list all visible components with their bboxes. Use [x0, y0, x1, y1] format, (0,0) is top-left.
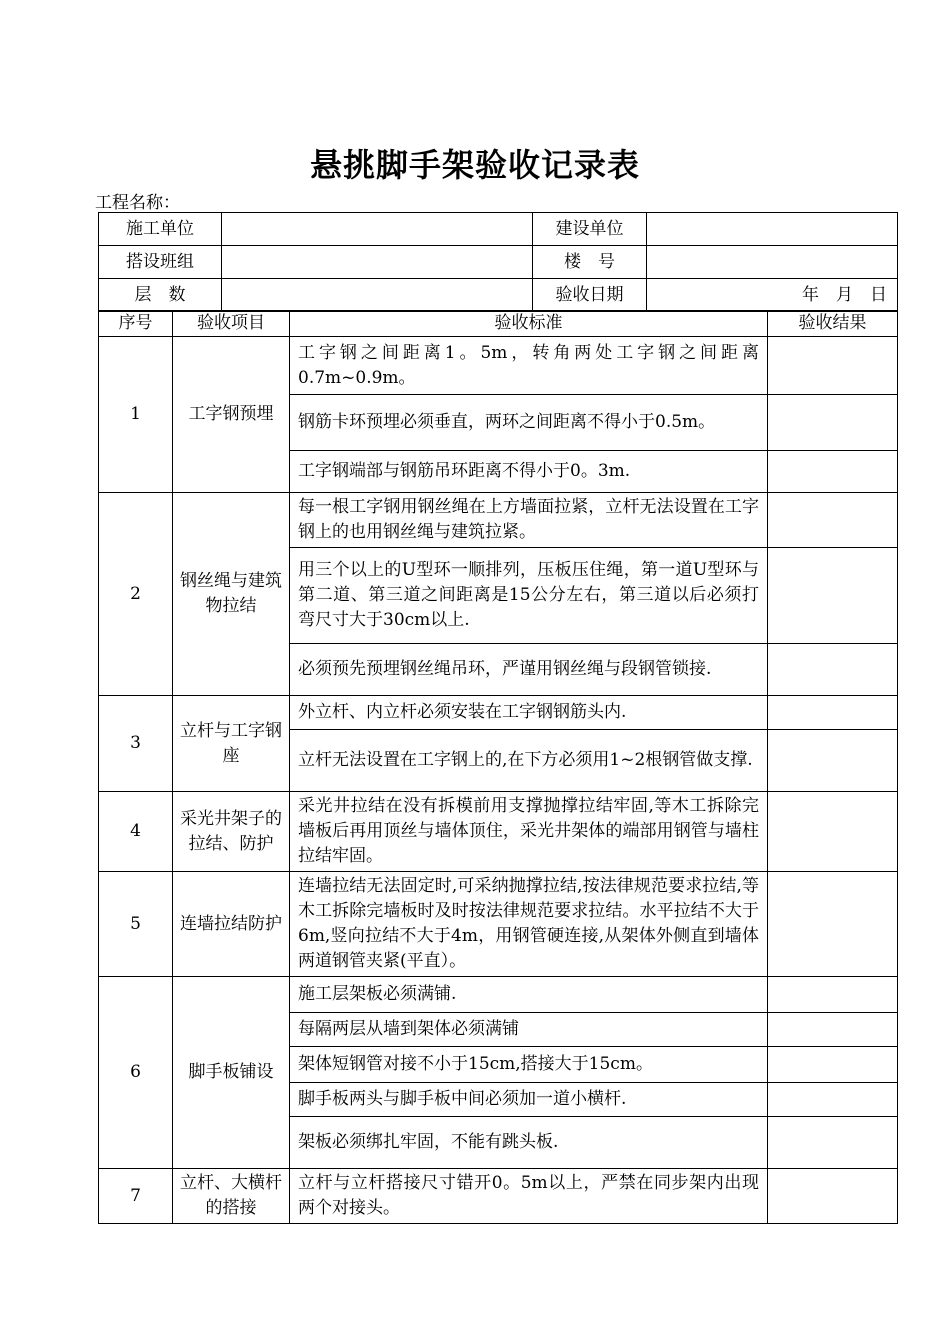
inspection-standard: 立杆无法设置在工字钢上的,在下方必须用1~2根钢管做支撑. — [290, 730, 768, 792]
inspection-result-field[interactable] — [768, 1169, 898, 1224]
date-label: 验收日期 — [533, 279, 647, 312]
info-row — [99, 279, 898, 312]
inspection-standard: 每一根工字钢用钢丝绳在上方墙面拉紧，立杆无法设置在工字钢上的也用钢丝绳与建筑拉紧。 — [290, 493, 768, 548]
date-field[interactable]: 年 月 日 — [647, 279, 898, 312]
inspection-result-field[interactable] — [768, 872, 898, 977]
column-header-no: 序号 — [99, 311, 173, 337]
column-header-standard: 验收标准 — [290, 311, 768, 337]
inspection-row — [99, 696, 898, 730]
column-header-row — [99, 311, 898, 337]
inspection-standard: 工字钢端部与钢筋吊环距离不得小于0。3m. — [290, 451, 768, 493]
floors-label: 层 数 — [99, 279, 222, 312]
inspection-result-field[interactable] — [768, 451, 898, 493]
team-label: 搭设班组 — [99, 246, 222, 279]
construction-unit-label: 施工单位 — [99, 213, 222, 246]
inspection-row — [99, 977, 898, 1013]
info-table — [98, 212, 898, 312]
inspection-item: 采光井架子的拉结、防护 — [173, 792, 290, 872]
document-title: 悬挑脚手架验收记录表 — [309, 146, 640, 184]
item-number: 4 — [99, 792, 173, 872]
info-row — [99, 213, 898, 246]
inspection-table — [98, 310, 898, 1224]
inspection-standard: 采光井拉结在没有拆模前用支撑抛撑拉结牢固,等木工拆除完墙板后再用顶丝与墙体顶住，采光井架体的端部用钢管与墙柱拉结牢固。 — [290, 792, 768, 872]
inspection-result-field[interactable] — [768, 337, 898, 395]
item-number: 6 — [99, 977, 173, 1169]
inspection-row — [99, 792, 898, 872]
building-label: 楼 号 — [533, 246, 647, 279]
item-number: 1 — [99, 337, 173, 493]
developer-label: 建设单位 — [533, 213, 647, 246]
inspection-standard: 用三个以上的U型环一顺排列，压板压住绳，第一道U型环与第二道、第三道之间距离是15公分左右，第三道以后必须打弯尺寸大于30cm以上. — [290, 548, 768, 644]
inspection-result-field[interactable] — [768, 493, 898, 548]
inspection-standard: 立杆与立杆搭接尺寸错开0。5m以上，严禁在同步架内出现两个对接头。 — [290, 1169, 768, 1224]
info-row — [99, 246, 898, 279]
inspection-row — [99, 1169, 898, 1224]
inspection-result-field[interactable] — [768, 730, 898, 792]
inspection-standard: 脚手板两头与脚手板中间必须加一道小横杆. — [290, 1083, 768, 1117]
inspection-standard: 每隔两层从墙到架体必须满铺 — [290, 1013, 768, 1047]
inspection-standard: 施工层架板必须满铺. — [290, 977, 768, 1013]
inspection-result-field[interactable] — [768, 1013, 898, 1047]
inspection-item: 钢丝绳与建筑物拉结 — [173, 493, 290, 696]
inspection-row — [99, 872, 898, 977]
construction-unit-field[interactable] — [222, 213, 533, 246]
developer-field[interactable] — [647, 213, 898, 246]
inspection-standard: 连墙拉结无法固定时,可采纳抛撑拉结,按法律规范要求拉结,等木工拆除完墙板时及时按法律规范要求拉结。水平拉结不大于6m,竖向拉结不大于4m，用钢管硬连接,从架体外侧直到墙体两道钢管夹紧(平直）。 — [290, 872, 768, 977]
inspection-standard: 必须预先预埋钢丝绳吊环，严谨用钢丝绳与段钢管锁接. — [290, 644, 768, 696]
inspection-item: 工字钢预埋 — [173, 337, 290, 493]
item-number: 2 — [99, 493, 173, 696]
inspection-standard: 架板必须绑扎牢固，不能有跳头板. — [290, 1117, 768, 1169]
inspection-row — [99, 493, 898, 548]
inspection-result-field[interactable] — [768, 548, 898, 644]
inspection-item: 脚手板铺设 — [173, 977, 290, 1169]
inspection-result-field[interactable] — [768, 1047, 898, 1083]
inspection-item: 立杆与工字钢座 — [173, 696, 290, 792]
inspection-result-field[interactable] — [768, 792, 898, 872]
inspection-result-field[interactable] — [768, 1117, 898, 1169]
inspection-result-field[interactable] — [768, 696, 898, 730]
item-number: 5 — [99, 872, 173, 977]
column-header-result: 验收结果 — [768, 311, 898, 337]
inspection-item: 连墙拉结防护 — [173, 872, 290, 977]
team-field[interactable] — [222, 246, 533, 279]
inspection-result-field[interactable] — [768, 644, 898, 696]
inspection-item: 立杆、大横杆的搭接 — [173, 1169, 290, 1224]
inspection-standard: 外立杆、内立杆必须安装在工字钢钢筋头内. — [290, 696, 768, 730]
project-name-label: 工程名称： — [95, 193, 180, 213]
inspection-result-field[interactable] — [768, 395, 898, 451]
inspection-standard: 工字钢之间距离1。5m，转角两处工字钢之间距离0.7m~0.9m。 — [290, 337, 768, 395]
inspection-result-field[interactable] — [768, 977, 898, 1013]
item-number: 7 — [99, 1169, 173, 1224]
inspection-standard: 钢筋卡环预埋必须垂直，两环之间距离不得小于0.5m。 — [290, 395, 768, 451]
inspection-result-field[interactable] — [768, 1083, 898, 1117]
floors-field[interactable] — [222, 279, 533, 312]
column-header-item: 验收项目 — [173, 311, 290, 337]
item-number: 3 — [99, 696, 173, 792]
building-field[interactable] — [647, 246, 898, 279]
inspection-row — [99, 337, 898, 395]
inspection-standard: 架体短钢管对接不小于15cm,搭接大于15cm。 — [290, 1047, 768, 1083]
